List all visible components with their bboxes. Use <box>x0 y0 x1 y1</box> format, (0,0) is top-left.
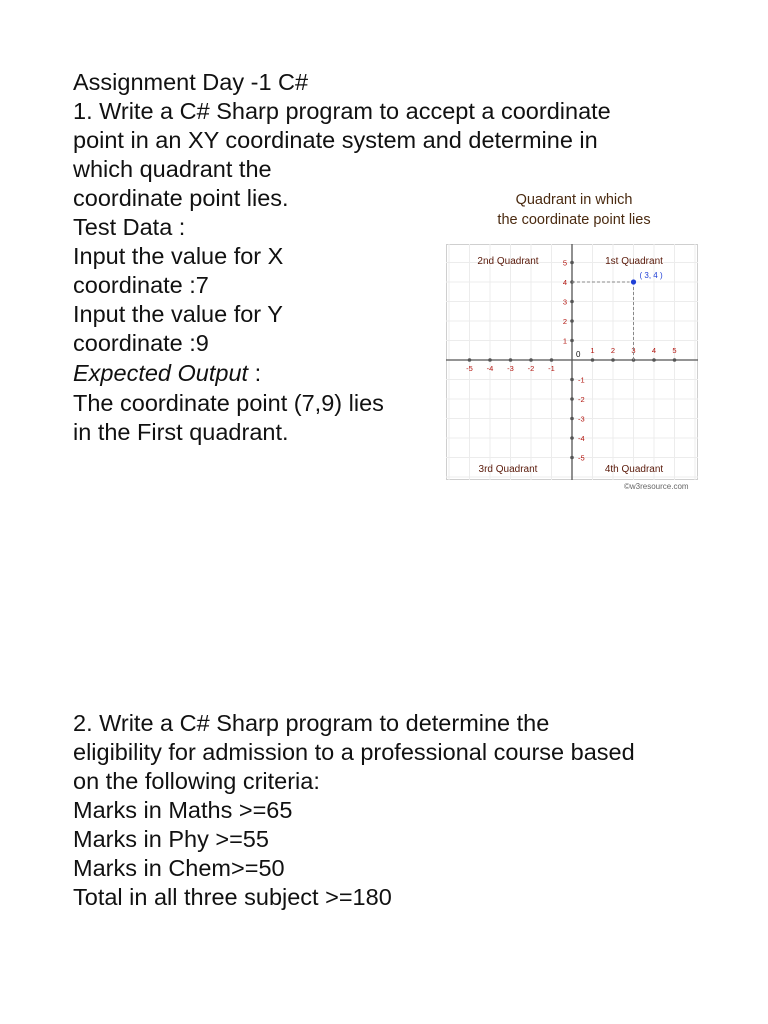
x-tick-label: 5 <box>672 346 677 355</box>
figure-credit: ©w3resource.com <box>624 482 689 491</box>
x-tick-label: -2 <box>527 364 535 373</box>
quadrant-4-label: 4th Quadrant <box>604 464 664 475</box>
x-tick-label: -4 <box>486 364 494 373</box>
question-1-line: which quadrant the <box>73 156 272 182</box>
quadrant-1-label: 1st Quadrant <box>605 256 663 267</box>
x-tick-mark <box>673 358 677 362</box>
data-point-label: ( 3, 4 ) <box>639 271 663 280</box>
y-tick-mark <box>570 378 574 382</box>
x-tick-label: -5 <box>466 364 473 373</box>
x-tick-mark <box>591 358 595 362</box>
y-tick-mark <box>570 417 574 421</box>
y-tick-mark <box>570 319 574 323</box>
y-tick-label: 1 <box>562 336 567 346</box>
y-tick-label: 4 <box>562 278 567 287</box>
test-data-line: coordinate :7 <box>73 272 209 298</box>
expected-output-colon: : <box>248 360 262 386</box>
data-point <box>631 279 636 284</box>
coordinate-plane <box>446 244 698 480</box>
coordinate-plot <box>446 244 698 480</box>
figure-title: Quadrant in which <box>515 192 633 208</box>
y-tick-label: 3 <box>562 297 567 307</box>
figure-subtitle: the coordinate point lies <box>497 212 651 228</box>
x-tick-label: 3 <box>631 346 636 355</box>
x-tick-mark <box>652 358 656 362</box>
origin-label: 0 <box>576 350 581 359</box>
y-tick-label: -1 <box>578 375 585 385</box>
criteria-item: Marks in Maths >=65 <box>73 797 293 823</box>
x-tick-label: -1 <box>548 364 555 373</box>
y-tick-label: -4 <box>578 434 585 443</box>
x-tick-mark <box>550 358 554 362</box>
expected-output-text: The coordinate point (7,9) lies <box>73 390 384 416</box>
test-data-label: Test Data : <box>73 214 186 240</box>
y-tick-label: 2 <box>562 317 567 326</box>
x-tick-mark <box>611 358 615 362</box>
question-1-line: 1. Write a C# Sharp program to accept a coordinate <box>73 98 611 124</box>
x-tick-mark <box>509 358 513 362</box>
question-2-line: on the following criteria: <box>73 768 320 794</box>
assignment-title: Assignment Day -1 C# <box>73 69 309 95</box>
test-data-line: Input the value for X <box>73 243 284 269</box>
y-tick-label: -2 <box>578 395 585 404</box>
y-tick-mark <box>570 436 574 440</box>
criteria-item: Marks in Phy >=55 <box>73 826 269 852</box>
question-1-line: coordinate point lies. <box>73 185 289 211</box>
y-tick-mark <box>570 300 574 304</box>
expected-output-line <box>73 359 261 388</box>
y-tick-label: -3 <box>578 414 585 424</box>
quadrant-2-label: 2nd Quadrant <box>477 256 539 267</box>
x-tick-label: 1 <box>590 346 595 355</box>
criteria-item: Total in all three subject >=180 <box>73 884 392 910</box>
expected-output-text: in the First quadrant. <box>73 419 289 445</box>
y-tick-label: -5 <box>578 453 585 463</box>
x-tick-label: 4 <box>651 346 657 355</box>
quadrant-figure <box>444 188 700 498</box>
test-data-line: coordinate :9 <box>73 330 209 356</box>
question-1-line: point in an XY coordinate system and determine in <box>73 127 598 153</box>
x-tick-mark <box>468 358 472 362</box>
y-tick-mark <box>570 261 574 265</box>
quadrant-3-label: 3rd Quadrant <box>478 464 538 475</box>
expected-output-label: Expected Output <box>73 360 249 386</box>
x-tick-mark <box>529 358 533 362</box>
y-tick-label: 5 <box>562 258 567 268</box>
x-tick-label: -3 <box>507 364 514 373</box>
test-data-line: Input the value for Y <box>73 301 283 327</box>
criteria-item: Marks in Chem>=50 <box>73 855 285 881</box>
x-tick-label: 2 <box>610 346 616 355</box>
question-2-line: 2. Write a C# Sharp program to determine the <box>73 710 550 736</box>
question-2-line: eligibility for admission to a professional course based <box>73 739 635 765</box>
y-tick-mark <box>570 339 574 343</box>
y-tick-mark <box>570 397 574 401</box>
y-tick-mark <box>570 456 574 460</box>
x-tick-mark <box>488 358 492 362</box>
